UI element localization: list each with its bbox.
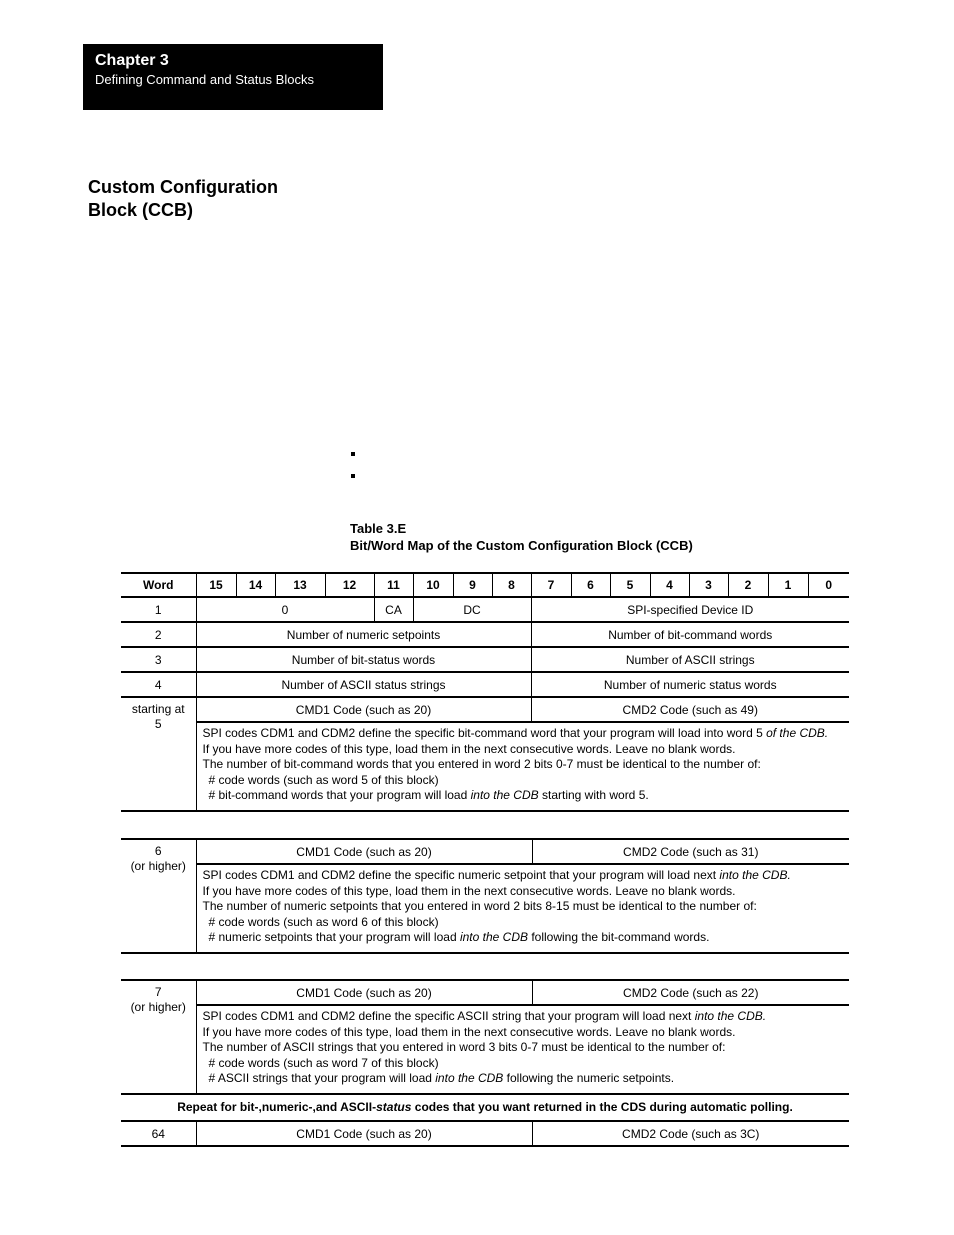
word-number: 5 — [154, 717, 162, 731]
desc-text: following the numeric setpoints. — [503, 1071, 675, 1085]
bit-header: 6 — [571, 573, 610, 597]
section-title-line1: Custom Configuration — [88, 177, 278, 197]
section-title — [88, 176, 278, 222]
bit-header: 3 — [689, 573, 728, 597]
desc-emphasis: of the CDB. — [766, 726, 829, 740]
desc-text: The number of ASCII strings that you entered in word 3 bits 0-7 must be identical to the number of: — [202, 1040, 726, 1054]
word-number: 7 — [154, 985, 162, 999]
bit-header: 5 — [610, 573, 650, 597]
bit-header: 11 — [374, 573, 413, 597]
table-row — [121, 864, 849, 953]
bullet-marker — [351, 452, 355, 456]
bit-header: 1 — [768, 573, 808, 597]
table-title: Bit/Word Map of the Custom Configuration Block (CCB) — [350, 538, 693, 553]
cmd1-cell: CMD1 Code (such as 20) — [196, 981, 532, 1005]
table-number: Table 3.E — [350, 521, 407, 536]
bit-header: 4 — [650, 573, 689, 597]
cmd1-cell: CMD1 Code (such as 20) — [196, 697, 531, 722]
cmd1-cell: CMD1 Code (such as 20) — [196, 840, 532, 864]
chapter-number: Chapter 3 — [95, 52, 169, 69]
table-row — [121, 1121, 849, 1146]
table-row — [121, 722, 849, 811]
word-cell — [121, 697, 196, 811]
bit-header: 9 — [453, 573, 492, 597]
bit-header: 0 — [808, 573, 849, 597]
repeat-emphasis: status — [376, 1100, 412, 1114]
chapter-subtitle: Defining Command and Status Blocks — [95, 72, 314, 87]
word-number: 6 — [154, 844, 162, 858]
cmd2-cell: CMD2 Code (such as 22) — [532, 981, 849, 1005]
ccb-table — [121, 572, 849, 812]
section-title-line2: Block (CCB) — [88, 200, 194, 220]
cmd2-cell: CMD2 Code (such as 31) — [532, 840, 849, 864]
desc-text: The number of numeric setpoints that you entered in word 2 bits 8-15 must be identical to the number of: — [202, 899, 757, 913]
repeat-text: codes that you want returned in the CDS during automatic polling. — [411, 1100, 793, 1114]
high-byte-cell: Number of numeric setpoints — [196, 622, 531, 647]
desc-emphasis: into the CDB. — [694, 1009, 767, 1023]
bits-15-12-cell: 0 — [196, 597, 374, 622]
desc-list-item: # bit-command words that your program will load — [208, 788, 471, 802]
word-cell: 3 — [121, 647, 196, 672]
word-label: (or higher) — [130, 1000, 186, 1014]
repeat-text: Repeat for bit-,numeric-,and ASCII- — [177, 1100, 377, 1114]
bullet-marker — [351, 474, 355, 478]
bit-header: 10 — [413, 573, 453, 597]
high-byte-cell: Number of ASCII status strings — [196, 672, 531, 697]
description-cell — [196, 1005, 849, 1094]
description-cell — [196, 864, 849, 953]
cmd2-cell: CMD2 Code (such as 49) — [531, 697, 849, 722]
word-cell: 4 — [121, 672, 196, 697]
desc-list-item: # code words (such as word 7 of this block) — [208, 1055, 439, 1070]
bit-header: 12 — [325, 573, 374, 597]
word-label: (or higher) — [130, 859, 186, 873]
desc-text: If you have more codes of this type, load them in the next consecutive words. Leave no blank words. — [202, 1024, 736, 1039]
desc-emphasis: into the CDB — [470, 788, 539, 802]
word-cell — [121, 981, 196, 1094]
high-byte-cell: Number of bit-status words — [196, 647, 531, 672]
table-row — [121, 840, 849, 864]
word-cell: 1 — [121, 597, 196, 622]
table-row — [121, 647, 849, 672]
bit-header: 8 — [492, 573, 531, 597]
word-cell: 2 — [121, 622, 196, 647]
bit-header: 15 — [196, 573, 236, 597]
desc-list-item: # ASCII strings that your program will load — [208, 1071, 436, 1085]
bit-header: 14 — [236, 573, 275, 597]
bit-11-cell: CA — [374, 597, 413, 622]
desc-emphasis: into the CDB — [435, 1071, 504, 1085]
cmd1-cell: CMD1 Code (such as 20) — [196, 1121, 532, 1146]
ccb-table-block-6 — [121, 840, 849, 954]
ccb-table-block-7 — [121, 981, 849, 1095]
word-cell — [121, 840, 196, 953]
desc-text: starting with word 5. — [538, 788, 649, 802]
ccb-table-word-64 — [121, 1120, 849, 1147]
bit-header: 2 — [728, 573, 768, 597]
word-cell: 64 — [121, 1121, 196, 1146]
low-byte-cell: SPI-specified Device ID — [531, 597, 849, 622]
desc-list-item: # code words (such as word 6 of this block) — [208, 914, 439, 929]
desc-list-item: # code words (such as word 5 of this block) — [208, 772, 439, 787]
header-row — [121, 573, 849, 597]
word-label: starting at — [131, 702, 185, 716]
desc-text: If you have more codes of this type, load them in the next consecutive words. Leave no blank words. — [202, 741, 736, 756]
cmd2-cell: CMD2 Code (such as 3C) — [532, 1121, 849, 1146]
repeat-note — [121, 1095, 849, 1120]
table-row — [121, 1005, 849, 1094]
table-row — [121, 597, 849, 622]
table-row — [121, 981, 849, 1005]
desc-text: SPI codes CDM1 and CDM2 define the specific numeric setpoint that your program will load next — [202, 868, 720, 882]
desc-text: If you have more codes of this type, load them in the next consecutive words. Leave no blank words. — [202, 883, 736, 898]
table-row — [121, 622, 849, 647]
desc-emphasis: into the CDB — [459, 930, 528, 944]
bit-header: 13 — [275, 573, 325, 597]
word-header: Word — [121, 573, 196, 597]
table-caption — [350, 520, 693, 554]
low-byte-cell: Number of ASCII strings — [531, 647, 849, 672]
bits-10-8-cell: DC — [413, 597, 531, 622]
low-byte-cell: Number of numeric status words — [531, 672, 849, 697]
low-byte-cell: Number of bit-command words — [531, 622, 849, 647]
desc-emphasis: into the CDB. — [719, 868, 791, 882]
desc-list-item: # numeric setpoints that your program will load — [208, 930, 460, 944]
table-row — [121, 672, 849, 697]
description-cell — [196, 722, 849, 811]
desc-text: The number of bit-command words that you entered in word 2 bits 0-7 must be identical to the number of: — [202, 757, 761, 771]
desc-text: SPI codes CDM1 and CDM2 define the specific ASCII string that your program will load next — [202, 1009, 695, 1023]
desc-text: following the bit-command words. — [528, 930, 710, 944]
bit-header: 7 — [531, 573, 571, 597]
desc-text: SPI codes CDM1 and CDM2 define the specific bit-command word that your program will load into word 5 — [202, 726, 767, 740]
table-row — [121, 697, 849, 722]
chapter-header — [83, 44, 383, 110]
